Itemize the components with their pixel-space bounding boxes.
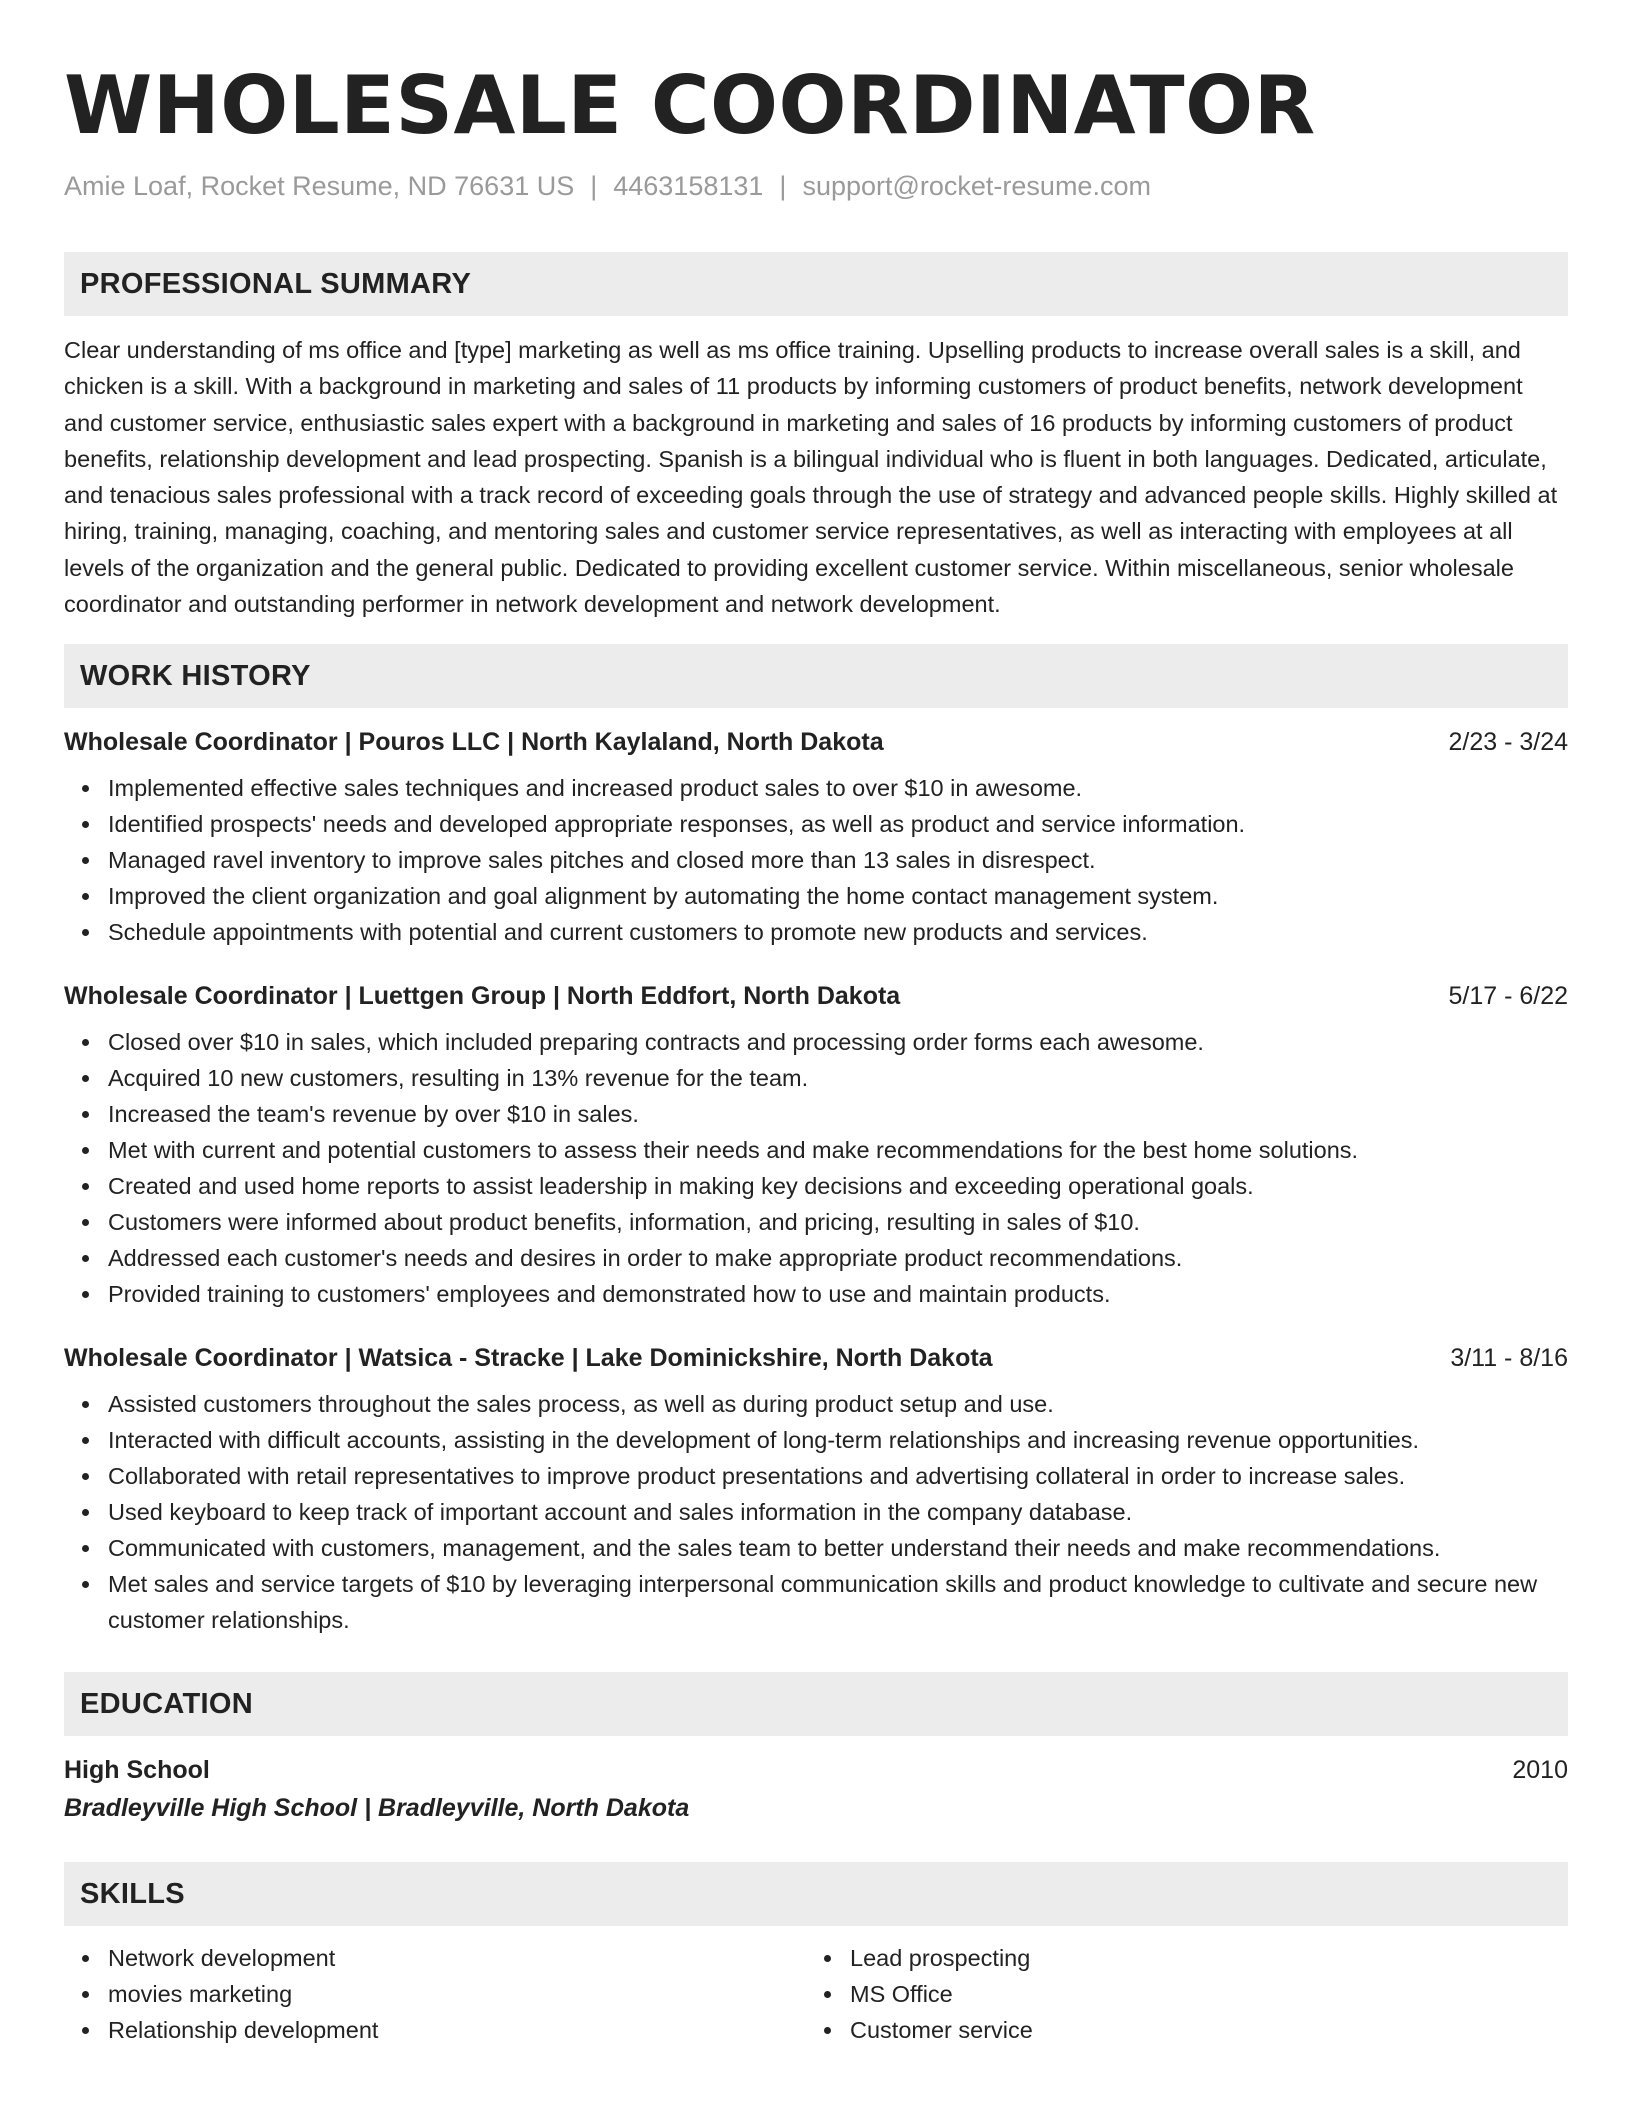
job-dates: 3/11 - 8/16: [1450, 1344, 1568, 1373]
job-bullet: Met with current and potential customers to assess their needs and make recommendations for the best home solutions.: [108, 1132, 1568, 1168]
skills-column-right: [806, 1940, 1568, 2048]
skills-grid: [64, 1940, 1568, 2048]
job-bullet: Increased the team's revenue by over $10 in sales.: [108, 1096, 1568, 1132]
education-section: [64, 1672, 1568, 1824]
job-bullet: Managed ravel inventory to improve sales pitches and closed more than 13 sales in disrespect.: [108, 842, 1568, 878]
job-bullets: [64, 1386, 1568, 1638]
job-bullet: Improved the client organization and goal alignment by automating the home contact management system.: [108, 878, 1568, 914]
section-heading-education: EDUCATION: [64, 1672, 1568, 1736]
job-bullet: Addressed each customer's needs and desires in order to make appropriate product recommendations.: [108, 1240, 1568, 1276]
skills-list-left: [64, 1940, 806, 2048]
skill-item: Customer service: [850, 2012, 1568, 2048]
contact-line: [64, 170, 1568, 202]
job-bullet: Interacted with difficult accounts, assisting in the development of long-term relationships and increasing revenue opportunities.: [108, 1422, 1568, 1458]
section-heading-skills: SKILLS: [64, 1862, 1568, 1926]
skill-item: MS Office: [850, 1976, 1568, 2012]
skills-section: [64, 1862, 1568, 2048]
skill-item: Relationship development: [108, 2012, 806, 2048]
work-history-section: [64, 644, 1568, 1638]
contact-separator: |: [590, 171, 598, 201]
job-bullets: [64, 770, 1568, 950]
job-bullet: Collaborated with retail representatives to improve product presentations and advertising collateral in order to increase sales.: [108, 1458, 1568, 1494]
summary-text: Clear understanding of ms office and [type] marketing as well as ms office training. Upselling products to increase overall sales is a skill, and chicken is a skill. With a background in marketing and sales of 11 products by informing customers of product benefits, network development and customer service, enthusiastic sales expert with a background in marketing and sales of 16 products by informing customers of product benefits, relationship development and lead prospecting. Spanish is a bilingual individual who is fluent in both languages. Dedicated, articulate, and tenacious sales professional with a track record of exceeding goals through the use of strategy and advanced people skills. Highly skilled at hiring, training, managing, coaching, and mentoring sales and customer service representatives, as well as interacting with employees at all levels of the organization and the general public. Dedicated to providing excellent customer service. Within miscellaneous, senior wholesale coordinator and outstanding performer in network development and network development.: [64, 337, 1558, 618]
job-entry: [64, 1342, 1568, 1638]
education-school: Bradleyville High School | Bradleyville, North Dakota: [64, 1794, 690, 1823]
contact-address: Amie Loaf, Rocket Resume, ND 76631 US: [64, 171, 575, 201]
job-bullet: Customers were informed about product benefits, information, and pricing, resulting in sales of $10.: [108, 1204, 1568, 1240]
job-header: [64, 980, 1568, 1012]
contact-email: support@rocket-resume.com: [802, 171, 1151, 201]
job-title: Wholesale Coordinator | Pouros LLC | North Kaylaland, North Dakota: [64, 728, 884, 757]
job-header: [64, 726, 1568, 758]
skill-item: Lead prospecting: [850, 1940, 1568, 1976]
job-bullet: Identified prospects' needs and developed appropriate responses, as well as product and service information.: [108, 806, 1568, 842]
job-bullet: Communicated with customers, management, and the sales team to better understand their needs and make recommendations.: [108, 1530, 1568, 1566]
job-bullet: Schedule appointments with potential and current customers to promote new products and services.: [108, 914, 1568, 950]
job-title: Wholesale Coordinator | Watsica - Stracke | Lake Dominickshire, North Dakota: [64, 1344, 993, 1373]
skills-column-left: [64, 1940, 806, 2048]
job-bullet: Assisted customers throughout the sales process, as well as during product setup and use.: [108, 1386, 1568, 1422]
job-dates: 2/23 - 3/24: [1448, 728, 1568, 757]
job-bullets: [64, 1024, 1568, 1312]
job-bullet: Provided training to customers' employees and demonstrated how to use and maintain products.: [108, 1276, 1568, 1312]
skill-item: movies marketing: [108, 1976, 806, 2012]
resume-title: WHOLESALE COORDINATOR: [64, 59, 1316, 152]
education-year: 2010: [1512, 1756, 1568, 1785]
contact-separator: |: [779, 171, 787, 201]
job-bullet: Acquired 10 new customers, resulting in 13% revenue for the team.: [108, 1060, 1568, 1096]
contact-phone: 4463158131: [613, 171, 764, 201]
job-entry: [64, 980, 1568, 1312]
section-heading-summary: PROFESSIONAL SUMMARY: [64, 252, 1568, 316]
job-bullet: Closed over $10 in sales, which included preparing contracts and processing order forms each awesome.: [108, 1024, 1568, 1060]
job-dates: 5/17 - 6/22: [1448, 982, 1568, 1011]
section-heading-work-history: WORK HISTORY: [64, 644, 1568, 708]
job-bullet: Met sales and service targets of $10 by leveraging interpersonal communication skills and product knowledge to cultivate and secure new customer relationships.: [108, 1566, 1568, 1638]
job-entry: [64, 726, 1568, 950]
professional-summary-section: [64, 252, 1568, 622]
job-title: Wholesale Coordinator | Luettgen Group | North Eddfort, North Dakota: [64, 982, 901, 1011]
skill-item: Network development: [108, 1940, 806, 1976]
job-header: [64, 1342, 1568, 1374]
education-header: [64, 1754, 1568, 1786]
skills-list-right: [806, 1940, 1568, 2048]
education-degree: High School: [64, 1756, 210, 1785]
job-bullet: Implemented effective sales techniques and increased product sales to over $10 in awesome.: [108, 770, 1568, 806]
job-bullet: Created and used home reports to assist leadership in making key decisions and exceeding operational goals.: [108, 1168, 1568, 1204]
job-bullet: Used keyboard to keep track of important account and sales information in the company database.: [108, 1494, 1568, 1530]
